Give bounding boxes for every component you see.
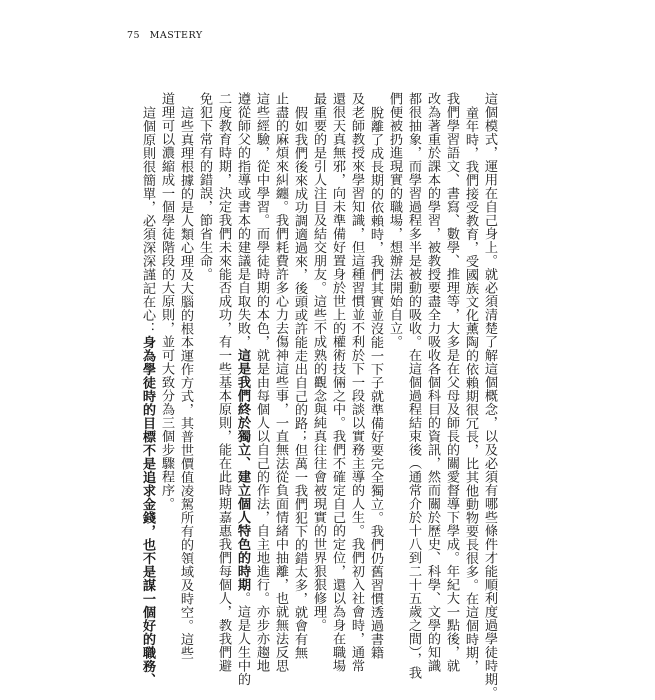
text-column-9: 還很天真無邪，向未準備好置身於世上的權術技倆之中。我們不確定自己的定位，還以為身在職場: [330, 92, 345, 673]
text-column-18: 道理可以濃縮成一個學徒階段的大原則，並可大致分為三個步驟程序。: [159, 92, 174, 511]
text-column-19: [139, 106, 155, 687]
text-column-16: 免犯下常有的錯誤，節省生命。: [197, 92, 212, 281]
running-header: [127, 30, 203, 41]
text-column-5: 都很抽象，而學習過程多半是被動的吸收。在這個過程結束後（通常介於十八到二十五歲之間），我: [406, 92, 421, 680]
emphasis-independence: 這是我們終於獨立、建立個人特色的時期: [235, 348, 250, 592]
emphasis-apprentice-goal: 身為學徒時的目標不是追求金錢，也不是謀一個好的職務、: [140, 335, 155, 687]
text-column-4: 改為著重於課本的學習，被教授要盡全力吸收各個科目的資訊，然而關於歷史、科學、文學的知識: [425, 92, 440, 673]
text-column-6: 們便被扔進現實的職場，想辦法開始自立。: [387, 92, 402, 349]
text-column-3: 我們學習語文、書寫、數學、推理等，大多是在父母及師長的關愛督導下學成。年紀大一點後，就: [444, 92, 459, 673]
text-column-17: 這些真理根據的是人類心理及大腦的根本運作方式，其普世價值凌駕所有的領域及時空。這些: [178, 106, 193, 660]
text-column-14: [234, 92, 250, 686]
column-14-text: 遵從師父的指導或書本的建議是自取失敗，: [235, 92, 250, 349]
text-column-13: 這些經驗，從中學習。而學徒時期的本色，就是由每個人以自己的作法，自主地進行。亦步亦趨地: [254, 92, 269, 673]
text-column-2: 童年時，我們接受教育，受國族文化薰陶的依賴期很冗長，比其他動物要長很多。在這個時期，: [463, 106, 478, 673]
text-column-7: 脫離了成長期的依賴時，我們其實並沒能一下子就準備好要完全獨立。我們仍舊習慣透過書籍: [368, 106, 383, 660]
text-column-1: 這個模式，運用在自己身上。就必須清楚了解這個概念，以及必須有哪些條件才能順利度過學徒時期。: [482, 92, 497, 700]
book-title: MASTERY: [149, 30, 203, 41]
page-number: 75: [127, 30, 141, 41]
text-column-11: 假如我們後來成功調適過來，後頭或許能走出自己的路；但萬一我們犯下的錯太多，就會有無: [292, 106, 307, 660]
text-column-12: 止盡的麻煩來糾纏。我們耗費許多心力去傷神這些事，一直無法從負面情緒中抽離，也就無法反思: [273, 92, 288, 673]
text-column-10: 最重要的是引人注目及結交朋友。這些不成熟的觀念與純真往往會被現實的世界狠狠修理。: [311, 92, 326, 632]
text-column-8: 及老師教授來學習知識，但這種習慣並不利於下一段談以實務主導的人生。我們初入社會時，通常: [349, 92, 364, 673]
column-19-text: 這個原則很簡單，必須深深謹記在心：: [140, 106, 155, 336]
column-14-tail: 。這是人生中的: [235, 591, 250, 686]
text-column-15: 二度教育時期，決定我們未來能否成功，有一些基本原則，能在此時期嘉惠我們每個人，教我們避: [216, 92, 231, 673]
